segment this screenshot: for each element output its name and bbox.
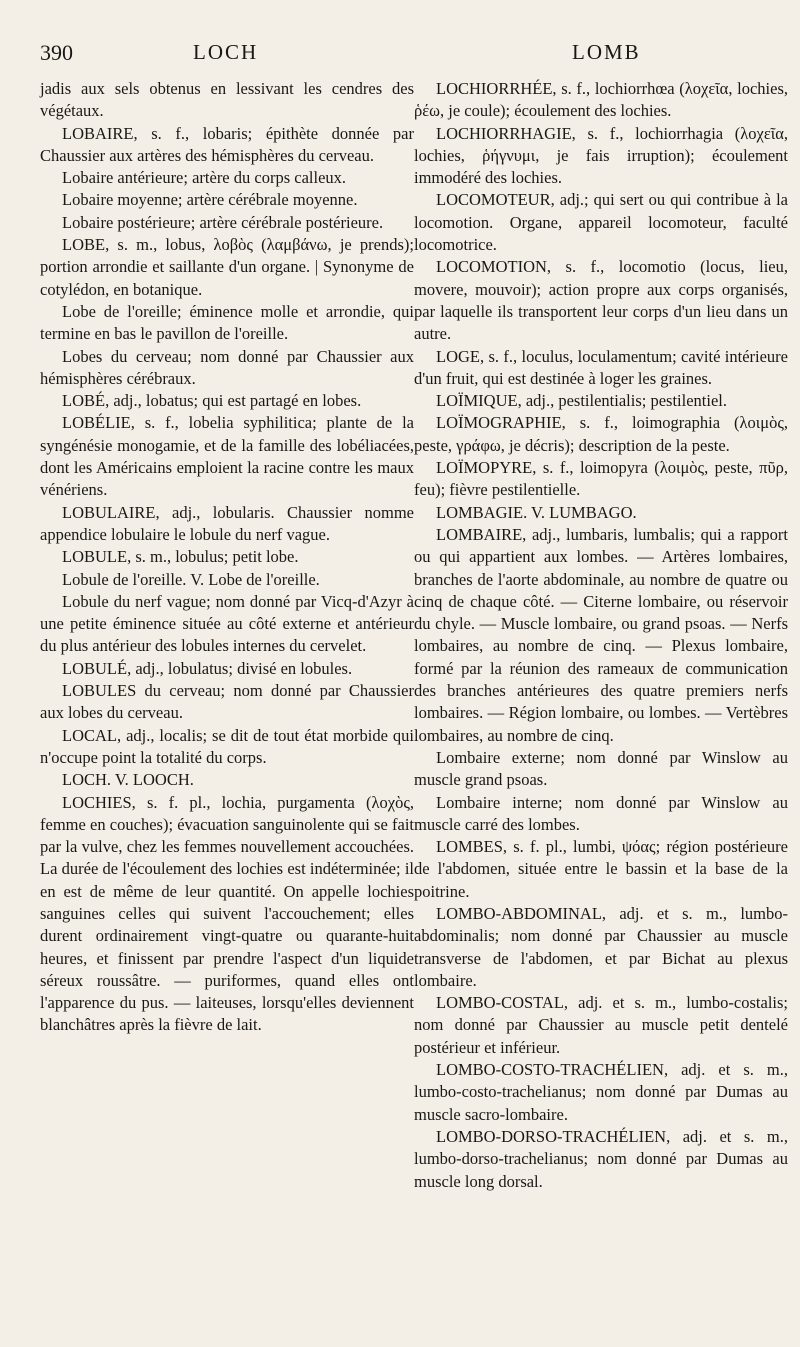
left-running-head: LOCH xyxy=(193,40,259,64)
dictionary-entry: LOMBAGIE. V. LUMBAGO. xyxy=(436,502,637,522)
dictionary-entry: LOBULE, s. m., lobulus; petit lobe. xyxy=(62,547,299,567)
dictionary-entry: LOGE, s. f., loculus, loculamentum; cavité intérieure d'un fruit, qui est destinée à loger les graines. xyxy=(414,346,788,388)
dictionary-entry: LOMBO-COSTO-TRACHÉLIEN, adj. et s. m., lumbo-costo-trachelianus; nom donné par Dumas au muscle sacro-lombaire. xyxy=(414,1060,788,1124)
dictionary-entry: LOCHIORRHÉE, s. f., lochiorrhœa (λοχεῖα, lochies, ῥέω, je coule); écoulement des lochies. xyxy=(414,79,788,121)
dictionary-entry: LOBULAIRE, adj., lobularis. Chaussier nomme appendice lobulaire le lobule du nerf vague. xyxy=(40,502,414,544)
dictionary-entry: LOBÉ, adj., lobatus; qui est partagé en lobes. xyxy=(62,391,362,411)
dictionary-entry: LOBE, s. m., lobus, λοβὸς (λαμβάνω, je prends); portion arrondie et saillante d'un organe. | Synonyme de cotylédon, en botanique. xyxy=(40,235,414,299)
dictionary-entry: LOÏMOPYRE, s. f., loimopyra (λοιμὸς, peste, πῦρ, feu); fièvre pestilentielle. xyxy=(414,458,788,500)
dictionary-entry: LOBULES du cerveau; nom donné par Chaussier aux lobes du cerveau. xyxy=(40,681,414,723)
dictionary-entry: LOCOMOTEUR, adj.; qui sert ou qui contribue à la locomotion. Organe, appareil locomoteur, faculté locomotrice. xyxy=(414,190,788,255)
dictionary-entry: Lobes du cerveau; nom donné par Chaussier aux hémisphères cérébraux. xyxy=(40,346,414,388)
dictionary-entry: Lobaire moyenne; artère cérébrale moyenne. xyxy=(62,190,358,210)
dictionary-entry: Lobaire postérieure; artère cérébrale postérieure. xyxy=(62,212,384,232)
dictionary-entry: Lobule du nerf vague; nom donné par Vicq-d'Azyr à une petite éminence située au côté externe et antérieur du plus antérieur des lobules internes du cervelet. xyxy=(40,591,414,656)
dictionary-entry: LOBÉLIE, s. f., lobelia syphilitica; plante de la syngénésie monogamie, et de la famille des lobéliacées, dont les Américains emploient la racine contre les maux vénériens. xyxy=(40,413,414,500)
dictionary-entry: Lobe de l'oreille; éminence molle et arrondie, qui termine en bas le pavillon de l'oreille. xyxy=(40,301,414,344)
dictionary-entry: LOBULÉ, adj., lobulatus; divisé en lobules. xyxy=(62,658,353,678)
dictionary-entry: LOCOMOTION, s. f., locomotio (locus, lieu, movere, mouvoir); action propre aux corps organisés, par laquelle ils transportent leur corps d'un lieu dans un autre. xyxy=(414,257,788,344)
dictionary-entry: LOMBO-ABDOMINAL, adj. et s. m., lumbo-abdominalis; nom donné par Chaussier au muscle transverse de l'abdomen, et par Bichat au plexus lombaire. xyxy=(414,903,788,990)
dictionary-entry: LOCAL, adj., localis; se dit de tout état morbide qui n'occupe point la totalité du corps. xyxy=(40,725,414,767)
dictionary-entry: LOÏMIQUE, adj., pestilentialis; pestilentiel. xyxy=(436,391,727,411)
dictionary-entry: LOMBES, s. f. pl., lumbi, ψόας; région postérieure de l'abdomen, située entre le bassin et la base de la poitrine. xyxy=(414,837,788,901)
text-columns xyxy=(40,78,788,1193)
right-running-head: LOMB xyxy=(572,40,641,64)
page-number: 390 xyxy=(40,40,73,65)
running-head xyxy=(40,40,782,74)
dictionary-entry: LOMBAIRE, adj., lumbaris, lumbalis; qui a rapport ou qui appartient aux lombes. — Artères lombaires, branches de l'aorte abdominale, au nombre de quatre ou cinq de chaque côté. — Citerne lombaire, ou réservoir du chyle. — Muscle lombaire, ou grand psoas. — Nerfs lombaires, au nombre de cinq. — Plexus lombaire, formé par la réunion des rameaux de communication des branches antérieures des quatre premiers nerfs lombaires. — Région lombaire, ou lombes. — Vertèbres lombaires, au nombre de cinq. xyxy=(414,524,788,745)
dictionary-entry: Lobule de l'oreille. V. Lobe de l'oreille. xyxy=(62,569,320,589)
left-column xyxy=(40,78,414,1193)
dictionary-entry: Lombaire interne; nom donné par Winslow au muscle carré des lombes. xyxy=(414,792,788,834)
dictionary-entry: Lombaire externe; nom donné par Winslow au muscle grand psoas. xyxy=(414,747,788,790)
dictionary-entry: LOMBO-DORSO-TRACHÉLIEN, adj. et s. m., lumbo-dorso-trachelianus; nom donné par Dumas au muscle long dorsal. xyxy=(414,1126,788,1191)
dictionary-entry: LOCHIORRHAGIE, s. f., lochiorrhagia (λοχεῖα, lochies, ῥήγνυμι, je fais irruption); écoulement immodéré des lochies. xyxy=(414,123,788,188)
dictionary-entry: Lobaire antérieure; artère du corps calleux. xyxy=(62,168,347,188)
dictionary-entry: LOÏMOGRAPHIE, s. f., loimographia (λοιμὸς, peste, γράφω, je décris); description de la peste. xyxy=(414,413,788,455)
right-column xyxy=(414,78,788,1193)
dictionary-entry: LOBAIRE, s. f., lobaris; épithète donnée par Chaussier aux artères des hémisphères du cerveau. xyxy=(40,123,414,165)
dictionary-entry: jadis aux sels obtenus en lessivant les cendres des végétaux. xyxy=(40,79,414,121)
dictionary-entry: LOCHIES, s. f. pl., lochia, purgamenta (λοχὸς, femme en couches); évacuation sanguinolente qui se fait par la vulve, chez les femmes nouvellement accouchées. La durée de l'écoulement des lochies est indéterminée; il en est de même de leur quantité. On appelle lochies sanguines celles qui suivent l'accouchement; elles durent ordinairement vingt-quatre ou quarante-huit heures, et finissent par prendre l'aspect d'un liquide séreux roussâtre. — puriformes, quand elles ont l'apparence du pus. — laiteuses, lorsqu'elles deviennent blanchâtres après la fièvre de lait. xyxy=(40,792,414,1035)
dictionary-entry: LOCH. V. LOOCH. xyxy=(62,770,194,790)
dictionary-entry: LOMBO-COSTAL, adj. et s. m., lumbo-costalis; nom donné par Chaussier au muscle petit dentelé postérieur et inférieur. xyxy=(414,993,788,1057)
